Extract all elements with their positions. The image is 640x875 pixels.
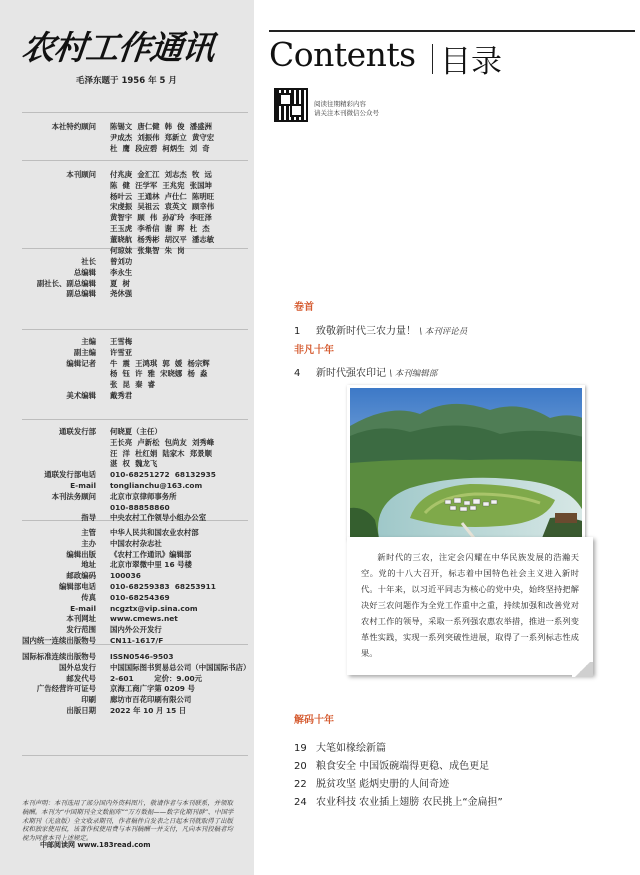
toc-title: 粮食安全 中国饭碗端得更稳、成色更足: [316, 761, 490, 772]
masthead-label: 广告经营许可证号: [36, 684, 96, 694]
masthead-value: 李永生: [110, 267, 133, 277]
masthead-label: 总编辑: [73, 267, 96, 277]
toc-entry[interactable]: [294, 757, 489, 772]
title-separator: [432, 44, 433, 74]
masthead-value: 北京市京律师事务所: [110, 491, 177, 501]
masthead-value: ISSN0546-9503: [110, 652, 174, 661]
toc-page-number: 22: [294, 779, 307, 790]
toc-title: 农业科技 农业插上翅膀 农民挑上“金扁担”: [316, 797, 503, 808]
masthead-label: 本刊顾问: [66, 170, 96, 179]
masthead-label: 邮发代号: [66, 673, 96, 683]
masthead-label: 通联发行部电话: [44, 470, 96, 480]
toc-page-number: 1: [294, 326, 301, 337]
masthead-label: 美术编辑: [66, 391, 96, 400]
masthead-value: tonglianchu@163.com: [110, 481, 203, 490]
masthead-value: 戴秀君: [110, 391, 133, 400]
masthead-label: 传真: [81, 592, 96, 602]
toc-page-number: 24: [294, 797, 307, 808]
masthead-value: 国内外公开发行: [110, 625, 162, 635]
divider: [22, 160, 248, 161]
masthead-inscription: 毛泽东题于 1956 年 5 月: [76, 76, 177, 86]
header-rule: [269, 30, 635, 32]
masthead-value: 010-88858860: [110, 502, 170, 512]
section-heading: 卷首: [294, 302, 314, 313]
masthead-label: 副社长、副总编辑: [36, 278, 96, 288]
masthead-value: 王雪梅: [110, 337, 133, 346]
wechat-notice: 阅读往期精彩内容 请关注本刊微信公众号: [314, 100, 379, 117]
divider: [22, 112, 248, 113]
toc-title: 大笔如椽绘新篇: [316, 743, 386, 754]
contents-title-en: Contents: [269, 35, 416, 74]
masthead-label: 编辑记者: [66, 358, 96, 368]
masthead-label: 国外总发行: [59, 662, 96, 672]
divider: [22, 329, 248, 330]
masthead-label: 主办: [81, 538, 96, 548]
masthead-value: 尧休强: [110, 289, 133, 299]
toc-entry[interactable]: [294, 793, 503, 808]
toc-author: \ 本刊评论员: [419, 327, 468, 337]
masthead-label: 出版日期: [66, 706, 96, 715]
toc-entry[interactable]: [294, 775, 449, 790]
masthead-label: 本刊网址: [66, 614, 96, 624]
section-heading: 非凡十年: [294, 345, 334, 356]
masthead-title: 农村工作通讯: [19, 28, 216, 67]
masthead-value: 2-601 定价：9.00元: [110, 673, 203, 683]
contents-panel: [254, 0, 640, 875]
masthead-value: 北京市翠微中里 16 号楼: [110, 560, 192, 570]
masthead-label: 编辑出版: [66, 549, 96, 559]
masthead-label: E-mail: [70, 481, 96, 490]
toc-title: 脱贫攻坚 彪炳史册的人间奇迹: [316, 779, 450, 790]
toc-page-number: 4: [294, 368, 301, 379]
website-link[interactable]: 中邮阅读网 www.183read.com: [40, 841, 151, 849]
page-fold-corner: [572, 662, 593, 677]
masthead-value: 廊坊市百花印刷有限公司: [110, 695, 192, 705]
toc-author: \ 本刊编辑部: [389, 369, 438, 379]
masthead-label: 邮政编码: [66, 571, 96, 581]
masthead-label: 地址: [81, 560, 96, 570]
toc-title: 新时代强农印记: [316, 368, 386, 379]
masthead-value: 010-68251272 68132935: [110, 470, 216, 480]
masthead-value: 夏 树: [110, 278, 130, 288]
masthead-label: 本刊法务顾问: [51, 491, 96, 501]
masthead-label: 副主编: [73, 347, 96, 357]
masthead-label: 通联发行部: [59, 427, 96, 436]
masthead-value: www.cmews.net: [110, 614, 178, 624]
masthead-label: 国际标准连续出版物号: [22, 652, 96, 661]
divider: [22, 755, 248, 756]
qr-code-icon[interactable]: [274, 88, 308, 122]
feature-photo: [347, 385, 585, 540]
masthead-value: 010-68254369: [110, 592, 170, 602]
toc-title: 致敬新时代三农力量！: [316, 326, 416, 337]
toc-entry[interactable]: [294, 739, 386, 754]
masthead-label: 社长: [81, 257, 96, 266]
masthead-value: 曾刘功: [110, 257, 133, 266]
masthead-label: 国内统一连续出版物号: [22, 636, 96, 645]
toc-entry[interactable]: [294, 322, 467, 337]
copyright-disclaimer: 本刊声明：本刊选用了部分国内外资料图片，敬请作者与本刊联系，并领取稿酬。本刊为“中国期刊全文数据库”“万方数据——数字化期刊群”、中国学术期刊（光盘版）全文收录期刊，作者稿件自发表之日起本刊就取得了出版权和独家使用权，该著作权使用费与本刊稿酬一并支付，凡向本刊投稿者均视为同意本刊上述规定。: [22, 799, 234, 843]
masthead-value: 中国农村杂志社: [110, 538, 162, 548]
masthead-label: 主管: [81, 528, 96, 537]
masthead-value: 100036: [110, 571, 141, 581]
masthead-label: 本社特约顾问: [51, 122, 96, 131]
masthead-value: 010-68259383 68253911: [110, 582, 216, 591]
masthead-value: ncgztx@vip.sina.com: [110, 603, 198, 613]
masthead-label: E-mail: [70, 603, 96, 613]
photo-caption: 新时代的三农，注定会闪耀在中华民族发展的浩瀚天空。党的十八大召开，标志着中国特色社会主义进入新时代。十年来，以习近平同志为核心的党中央，始终坚持把解决好三农问题作为全党工作重中之重，持续加强和改善党对农村工作的领导，采取一系列强农惠农举措，推进一系列变革性实践，实现一系列突破性进展，取得了一系列标志性成果。: [347, 537, 593, 675]
masthead-value: CN11-1617/F: [110, 636, 164, 645]
divider: [22, 419, 248, 420]
masthead-value: 何晓夏（主任） 王长亮 卢新松 包尚友 刘秀峰 汪 洋 杜红娟 陆家木 郑景顺 湛 权 魏龙飞: [110, 427, 215, 469]
masthead-label: 主编: [81, 337, 96, 346]
masthead-label: 印刷: [81, 695, 96, 705]
toc-entry[interactable]: [294, 364, 437, 379]
toc-page-number: 20: [294, 761, 307, 772]
masthead-value: 中央农村工作领导小组办公室: [110, 513, 207, 523]
section-heading: 解码十年: [294, 715, 334, 726]
masthead-value: 《农村工作通讯》编辑部: [110, 549, 192, 559]
toc-page-number: 19: [294, 743, 307, 754]
masthead-value: 中国国际图书贸易总公司（中国国际书店）: [110, 662, 251, 672]
masthead-label: 发行范围: [66, 625, 96, 635]
masthead-label: 指导: [81, 513, 96, 523]
masthead-value: 许雪亚: [110, 347, 133, 357]
masthead-value: 牛 震 王鸿琪 郭 媛 杨宗辉 杨 钰 许 雅 宋晓娜 杨 淼 张 昆 秦 睿: [110, 358, 210, 390]
masthead-value: 2022 年 10 月 15 日: [110, 706, 187, 715]
masthead-label: 编辑部电话: [59, 582, 96, 591]
contents-title-cn: 目录: [440, 44, 502, 80]
masthead-label: 副总编辑: [66, 289, 96, 299]
masthead-value: 中华人民共和国农业农村部: [110, 528, 199, 537]
masthead-panel: [0, 0, 254, 875]
masthead-value: 京海工商广字第 0209 号: [110, 684, 195, 694]
masthead-value: 付兆庚 金汇江 刘志杰 牧 远 陈 健 汪学军 王兆宪 张国坤 杨叶云 王通林 卢仕仁 陈明旺 宋虔振 吴祖云 袁英文 顾幸伟 黄智宇 顾 伟 孙矿玲 李旺泽 王玉虎 李希信 谢 晖 杜 杰 董晓航 杨秀彬 胡汉平 潘志敏 何琼妹 张集智 朱 岗: [110, 170, 215, 255]
masthead-value: 陈锡文 唐仁健 韩 俊 潘盛洲 尹成杰 刘振伟 郑新立 黄守宏 杜 鹰 段应碧 柯炳生 刘 奇: [110, 122, 215, 153]
